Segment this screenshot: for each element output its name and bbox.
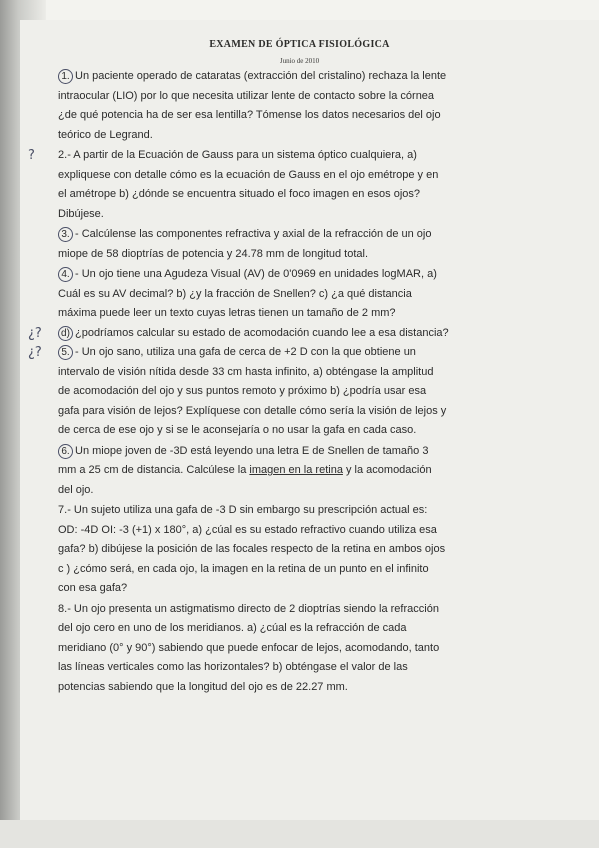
question-line: del ojo.: [58, 483, 94, 496]
question-line: gafa? b) dibújese la posición de las focales respecto de la retina en ambos ojos: [58, 543, 446, 555]
question-line: c ) ¿cómo será, en cada ojo, la imagen en la retina de un punto en el infinito: [58, 562, 429, 575]
question-line: - Un ojo tiene una Agudeza Visual (AV) de 0'0969 en unidades logMAR, a): [75, 268, 437, 280]
question-line: Un miope joven de -3D está leyendo una letra E de Snellen de tamaño 3: [75, 444, 429, 457]
question-line: con esa gafa?: [58, 582, 128, 594]
question-line: - Un ojo sano, utiliza una gafa de cerca de +2 D con la que obtiene un: [75, 346, 416, 358]
question-line: - Un ojo presenta un astigmatismo directo de 2 dioptrías siendo la refracción: [67, 602, 439, 615]
desk-surface: [0, 820, 599, 848]
question-line: intervalo de visión nítida desde 33 cm hasta infinito, a) obténgase la amplitud: [58, 365, 434, 378]
question-line: mm a 25 cm de distancia. Calcúlese la imagen en la retina y la acomodación: [58, 464, 432, 476]
question-number: 5.: [58, 345, 73, 360]
question-line: ¿podríamos calcular su estado de acomodación cuando lee a esa distancia?: [75, 326, 449, 339]
handwritten-question-mark: ¿?: [28, 345, 42, 360]
question-line: miope de 58 dioptrías de potencia y 24.78 mm de longitud total.: [58, 247, 369, 260]
question-number: 2.: [58, 149, 68, 161]
question-line: el amétrope b) ¿dónde se encuentra situado el foco imagen en esos ojos?: [58, 188, 421, 200]
question-line: Un paciente operado de cataratas (extracción del cristalino) rechaza la lente: [75, 70, 447, 82]
question-line: OD: -4D OI: -3 (+1) x 180°, a) ¿cúal es su estado refractivo cuando utiliza esa: [58, 523, 437, 536]
question-line: - Un sujeto utiliza una gafa de -3 D sin embargo su prescripción actual es:: [67, 504, 428, 516]
question-line: las líneas verticales como las horizontales? b) obténgase el valor de las: [58, 661, 408, 673]
question-line: expliquese con detalle cómo es la ecuación de Gauss en el ojo emétrope y en: [58, 168, 439, 181]
question-number: 4.: [58, 267, 73, 282]
question-number: 3.: [58, 227, 73, 242]
question-line: potencias sabiendo que la longitud del ojo es de 22.27 mm.: [58, 680, 348, 693]
question-number: d): [58, 326, 73, 341]
question-line: del ojo cero en uno de los meridianos. a) ¿cúal es la refracción de cada: [58, 622, 407, 634]
question-line: de acomodación del ojo y sus puntos remoto y próximo b) ¿podría usar esa: [58, 385, 427, 397]
question-number: 7.: [58, 504, 68, 516]
question-number: 6.: [58, 444, 73, 459]
question-line: Cuál es su AV decimal? b) ¿y la fracción de Snellen? c) ¿a qué distancia: [58, 287, 412, 300]
question-7: [58, 501, 564, 599]
question-number: 1.: [58, 69, 73, 84]
question-1: [58, 67, 564, 145]
question-4: [58, 265, 564, 324]
question-line: - Calcúlense las componentes refractiva y axial de la refracción de un ojo: [75, 228, 432, 240]
question-4-part-d: [28, 324, 564, 344]
exam-date: Junio de 2010: [279, 57, 320, 65]
question-line: máxima puede leer un texto cuyas letras tienen un tamaño de 2 mm?: [58, 307, 396, 319]
question-3: [58, 225, 564, 264]
question-line: meridiano (0° y 90°) sabiendo que puede enfocar de lejos, acomodando, tanto: [58, 641, 440, 654]
question-line: teórico de Legrand.: [58, 128, 153, 141]
question-2: [28, 146, 564, 224]
question-line: intraocular (LIO) por lo que necesita utilizar lente de contacto sobre la córnea: [58, 89, 435, 102]
questions-list: [28, 67, 564, 697]
handwritten-question-mark: ?: [28, 148, 35, 163]
question-line: gafa para visión de lejos? Explíquese con detalle cómo sería la visión de lejos y: [58, 404, 447, 417]
question-6: [58, 442, 564, 501]
question-line: ¿de qué potencia ha de ser esa lentilla? Tómense los datos necesarios del ojo: [58, 109, 441, 121]
underlined-phrase: imagen en la retina: [249, 464, 343, 476]
question-8: [58, 600, 564, 698]
question-line: Dibújese.: [58, 207, 104, 220]
question-5: [28, 343, 564, 441]
exam-title: EXAMEN DE ÓPTICA FISIOLÓGICA: [209, 39, 390, 50]
question-number: 8.: [58, 602, 68, 615]
handwritten-question-mark: ¿?: [28, 325, 42, 341]
question-line: - A partir de la Ecuación de Gauss para un sistema óptico cualquiera, a): [67, 149, 417, 161]
question-line: de cerca de ese ojo y si se le aconsejaría o no usar la gafa en cada caso.: [58, 424, 417, 436]
